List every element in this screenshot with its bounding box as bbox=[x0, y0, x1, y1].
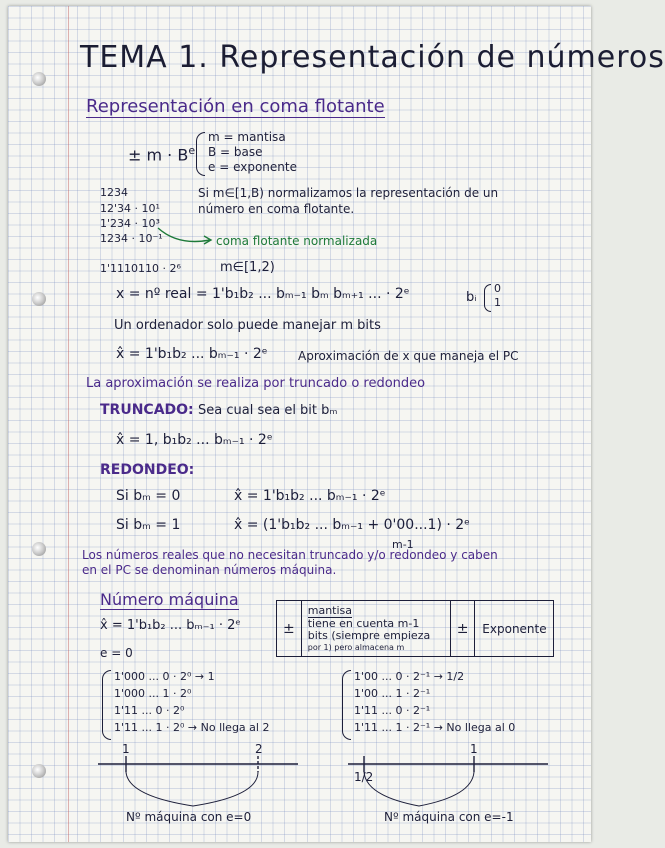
normalized-label: coma flotante normalizada bbox=[216, 234, 378, 248]
normalize-note-2: número en coma flotante. bbox=[198, 202, 355, 216]
left-list-item: 1'11 ... 0 · 2⁰ bbox=[114, 704, 185, 717]
redondeo-label: REDONDEO: bbox=[100, 462, 195, 478]
right-axis-label: 1/2 bbox=[354, 770, 374, 784]
page-title: TEMA 1. Representación de números bbox=[80, 40, 665, 75]
machine-note-1: Los números reales que no necesitan truncado y/o redondeo y caben bbox=[82, 548, 498, 562]
left-list-item: 1'11 ... 1 · 2⁰ → No llega al 2 bbox=[114, 721, 270, 734]
left-axis-label: 2 bbox=[255, 742, 263, 756]
redondeo-case2-formula: x̂ = (1'b₁b₂ ... bₘ₋₁ + 0'00...1) · 2ᵉ bbox=[234, 517, 471, 533]
right-list-item: 1'00 ... 0 · 2⁻¹ → 1/2 bbox=[354, 670, 465, 683]
mantisa-line: bits (siempre empieza bbox=[307, 629, 431, 642]
truncado-text: Sea cual sea el bit bₘ bbox=[198, 403, 338, 418]
notebook-page bbox=[8, 6, 665, 842]
def-exponente: e = exponente bbox=[208, 160, 297, 174]
limit-line: Un ordenador solo puede manejar m bits bbox=[114, 318, 381, 333]
right-list-item: 1'11 ... 1 · 2⁻¹ → No llega al 0 bbox=[354, 721, 516, 734]
redondeo-case2-sup: m-1 bbox=[392, 538, 414, 551]
machine-note-2: en el PC se denominan números máquina. bbox=[82, 563, 337, 577]
right-caption: Nº máquina con e=-1 bbox=[384, 810, 514, 824]
bi-label: bᵢ bbox=[466, 290, 477, 305]
right-axis-label: 1 bbox=[470, 742, 478, 756]
redondeo-case1-formula: x̂ = 1'b₁b₂ ... bₘ₋₁ · 2ᵉ bbox=[234, 488, 386, 504]
truncado-label: TRUNCADO: bbox=[100, 402, 194, 418]
redondeo-case1-cond: Si bₘ = 0 bbox=[116, 488, 181, 504]
example-3: 1'234 · 10³ bbox=[100, 217, 160, 230]
left-axis-label: 1 bbox=[122, 742, 130, 756]
example-1: 1234 bbox=[100, 186, 128, 199]
right-list-item: 1'11 ... 0 · 2⁻¹ bbox=[354, 704, 431, 717]
section-heading-machine: Número máquina bbox=[100, 590, 239, 609]
sign-cell: ± bbox=[277, 601, 302, 657]
approx-text: Aproximación de x que maneja el PC bbox=[298, 349, 519, 363]
float-formula: ± $m \cdot B^e$ bbox=[128, 144, 196, 165]
truncado-formula: x̂ = 1, b₁b₂ ... bₘ₋₁ · 2ᵉ bbox=[116, 432, 273, 448]
def-mantisa: m = mantisa bbox=[208, 130, 286, 144]
e-value: e = 0 bbox=[100, 646, 133, 660]
def-base: B = base bbox=[208, 145, 263, 159]
green-arrow bbox=[158, 228, 210, 242]
right-brace bbox=[364, 772, 474, 806]
real-number-formula: x = nº real = 1'b₁b₂ ... bₘ₋₁ bₘ bₘ₊₁ ... · 2ᵉ bbox=[116, 286, 410, 302]
bi-value-1: 1 bbox=[494, 296, 501, 309]
normalize-note-1: Si m∈[1,B) normalizamos la representación de un bbox=[198, 186, 499, 200]
left-list-item: 1'000 ... 0 · 2⁰ → 1 bbox=[114, 670, 215, 683]
left-brace bbox=[126, 772, 258, 806]
redondeo-case2-cond: Si bₘ = 1 bbox=[116, 517, 181, 533]
m-range: m∈[1,2) bbox=[220, 260, 275, 275]
mantisa-line: por 1) pero almacena m bbox=[307, 643, 405, 652]
section-heading: Representación en coma flotante bbox=[86, 96, 385, 117]
exponent-cell: Exponente bbox=[475, 601, 554, 657]
example-4: 1234 · 10⁻¹ bbox=[100, 232, 163, 245]
left-list-item: 1'000 ... 1 · 2⁰ bbox=[114, 687, 192, 700]
sign-cell: ± bbox=[450, 601, 475, 657]
mantisa-line: tiene en cuenta m-1 bbox=[307, 617, 420, 630]
approx-method: La aproximación se realiza por truncado o redondeo bbox=[86, 376, 426, 391]
left-caption: Nº máquina con e=0 bbox=[126, 810, 252, 824]
number-lines bbox=[8, 6, 591, 842]
bi-value-0: 0 bbox=[494, 282, 501, 295]
right-list-item: 1'00 ... 1 · 2⁻¹ bbox=[354, 687, 431, 700]
machine-formula: x̂ = 1'b₁b₂ ... bₘ₋₁ · 2ᵉ bbox=[100, 618, 241, 633]
example-2: 12'34 · 10¹ bbox=[100, 202, 160, 215]
mantisa-title: mantisa bbox=[307, 604, 353, 617]
binary-example: 1'1110110 · 2⁶ bbox=[100, 262, 181, 275]
approx-formula: x̂ = 1'b₁b₂ ... bₘ₋₁ · 2ᵉ bbox=[116, 346, 268, 362]
